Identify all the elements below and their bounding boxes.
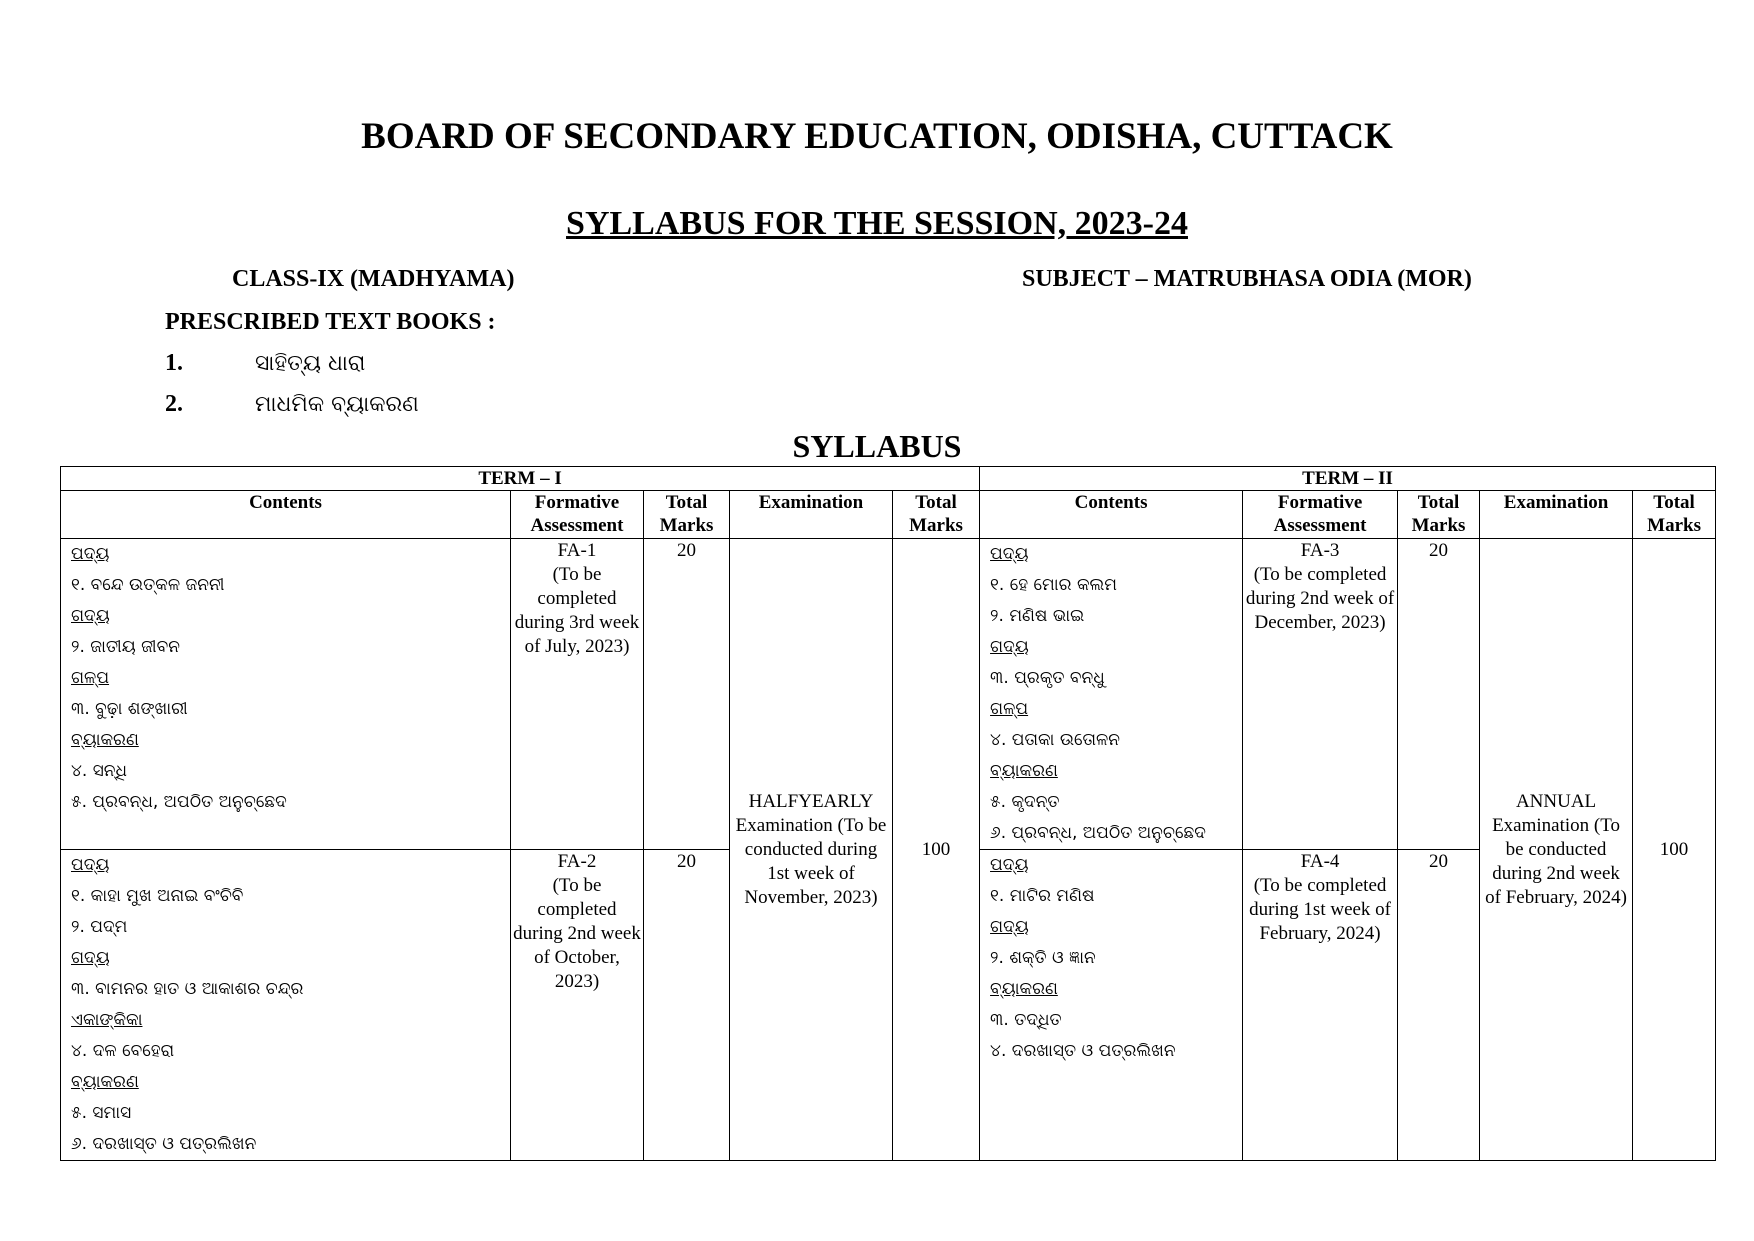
section-heading: ଗଦ୍ୟ	[71, 606, 110, 626]
fa-cell	[511, 850, 644, 1161]
term2-contents	[980, 850, 1243, 1161]
annual-exam-cell: ANNUAL Examination (To be conducted during 2nd week of February, 2024)	[1480, 539, 1633, 1161]
fa-description: (To be completed during 3rd week of July, 2023)	[514, 564, 640, 657]
table-row	[61, 539, 1716, 850]
col-total-marks: Total Marks	[1398, 491, 1480, 539]
session-title: SYLLABUS FOR THE SESSION, 2023-24	[566, 205, 1188, 242]
section-heading: ପଦ୍ୟ	[990, 855, 1029, 875]
syllabus-heading: SYLLABUS	[792, 428, 962, 464]
lesson-item: ୩. ତଦ୍ଧିତ	[990, 1010, 1062, 1030]
lesson-item: ୩. ବୁଢ଼ା ଶଙ୍ଖାରୀ	[71, 699, 188, 719]
col-examination: Examination	[730, 491, 893, 539]
lesson-item: ୧. କାହା ମୁଖ ଅନାଇ ବଂଚିବି	[71, 886, 244, 906]
fa-label: FA-1	[557, 540, 597, 561]
section-heading: ବ୍ୟାକରଣ	[71, 1072, 139, 1092]
textbook-item	[165, 350, 365, 377]
section-heading: ବ୍ୟାକରଣ	[990, 979, 1058, 999]
fa-description: (To be completed during 1st week of February, 2024)	[1249, 875, 1392, 944]
section-heading: ପଦ୍ୟ	[71, 544, 110, 564]
col-contents: Contents	[61, 491, 511, 539]
section-heading: ବ୍ୟାକରଣ	[990, 761, 1058, 781]
section-heading: ପଦ୍ୟ	[71, 855, 110, 875]
lesson-item: ୪. ଦଳ ବେହେରା	[71, 1041, 175, 1061]
term1-total-cell: 100	[893, 539, 980, 1161]
lesson-item: ୬. ପ୍ରବନ୍ଧ, ଅପଠିତ ଅନୁଚ୍ଛେଦ	[990, 823, 1206, 843]
textbook-name: ସାହିତ୍ୟ ଧାରା	[255, 351, 366, 376]
class-label: CLASS-IX (MADHYAMA)	[232, 266, 515, 292]
fa-description: (To be completed during 2nd week of December, 2023)	[1245, 564, 1395, 633]
lesson-item: ୪. ଦରଖାସ୍ତ ଓ ପତ୍ରଲିଖନ	[990, 1041, 1176, 1061]
section-heading: ଗଦ୍ୟ	[71, 948, 110, 968]
lesson-item: ୨. ଜାତୀୟ ଜୀବନ	[71, 637, 180, 657]
lesson-item: ୫. ପ୍ରବନ୍ଧ, ଅପଠିତ ଅନୁଚ୍ଛେଦ	[71, 792, 287, 812]
term1-contents	[61, 539, 511, 850]
syllabus-table	[60, 466, 1716, 1161]
fa-cell	[511, 539, 644, 850]
lesson-item: ୩. ବାମନର ହାତ ଓ ଆକାଶର ଚନ୍ଦ୍ର	[71, 979, 304, 999]
term2-contents	[980, 539, 1243, 850]
lesson-item: ୧. ମାଟିର ମଣିଷ	[990, 886, 1095, 906]
lesson-item: ୧. ବନ୍ଦେ ଉତ୍କଳ ଜନନୀ	[71, 575, 225, 595]
section-heading: ବ୍ୟାକରଣ	[71, 730, 139, 750]
textbook-name: ମାଧମିକ ବ୍ୟାକରଣ	[255, 392, 419, 417]
term2-header: TERM – II	[980, 467, 1716, 491]
fa-cell	[1243, 539, 1398, 850]
lesson-item: ୫. ସମାସ	[71, 1103, 132, 1123]
textbooks-heading: PRESCRIBED TEXT BOOKS :	[165, 309, 496, 335]
halfyearly-exam-cell: HALFYEARLY Examination (To be conducted during 1st week of November, 2023)	[730, 539, 893, 1161]
textbook-item	[165, 391, 419, 418]
textbook-number: 1.	[165, 350, 183, 376]
section-heading: ଏକାଙ୍କିକା	[71, 1010, 143, 1030]
lesson-item: ୨. ପଦ୍ମ	[71, 917, 128, 937]
lesson-item: ୨. ଶକ୍ତି ଓ ଜ୍ଞାନ	[990, 948, 1096, 968]
marks-cell: 20	[1398, 850, 1480, 1161]
lesson-item: ୨. ମଣିଷ ଭାଇ	[990, 606, 1085, 626]
lesson-item: ୪. ପତାକା ଉତୋଳନ	[990, 730, 1121, 750]
marks-cell: 20	[644, 539, 730, 850]
marks-cell: 20	[1398, 539, 1480, 850]
section-heading: ପଦ୍ୟ	[990, 544, 1029, 564]
page-title: BOARD OF SECONDARY EDUCATION, ODISHA, CUTTACK	[361, 116, 1393, 157]
lesson-item: ୫. କୃଦନ୍ତ	[990, 792, 1060, 812]
col-total-marks: Total Marks	[644, 491, 730, 539]
section-heading: ଗଦ୍ୟ	[990, 917, 1029, 937]
term1-header: TERM – I	[61, 467, 980, 491]
col-total-marks: Total Marks	[1633, 491, 1716, 539]
fa-label: FA-4	[1300, 851, 1340, 872]
fa-cell	[1243, 850, 1398, 1161]
col-total-marks: Total Marks	[893, 491, 980, 539]
section-heading: ଗଳ୍ପ	[71, 668, 110, 688]
lesson-item: ୧. ହେ ମୋର କଲମ	[990, 575, 1118, 595]
lesson-item: ୪. ସନ୍ଧି	[71, 761, 128, 781]
lesson-item: ୩. ପ୍ରକୃତ ବନ୍ଧୁ	[990, 668, 1105, 688]
col-formative: Formative Assessment	[1243, 491, 1398, 539]
section-heading: ଗଦ୍ୟ	[990, 637, 1029, 657]
subject-label: SUBJECT – MATRUBHASA ODIA (MOR)	[1022, 266, 1472, 292]
col-examination: Examination	[1480, 491, 1633, 539]
textbook-number: 2.	[165, 391, 183, 417]
term2-total-cell: 100	[1633, 539, 1716, 1161]
section-heading: ଗଳ୍ପ	[990, 699, 1029, 719]
fa-description: (To be completed during 2nd week of October, 2023)	[513, 875, 641, 992]
marks-cell: 20	[644, 850, 730, 1161]
fa-label: FA-3	[1300, 540, 1340, 561]
term1-contents	[61, 850, 511, 1161]
col-formative: Formative Assessment	[511, 491, 644, 539]
col-contents: Contents	[980, 491, 1243, 539]
fa-label: FA-2	[557, 851, 597, 872]
lesson-item: ୬. ଦରଖାସ୍ତ ଓ ପତ୍ରଲିଖନ	[71, 1134, 257, 1154]
